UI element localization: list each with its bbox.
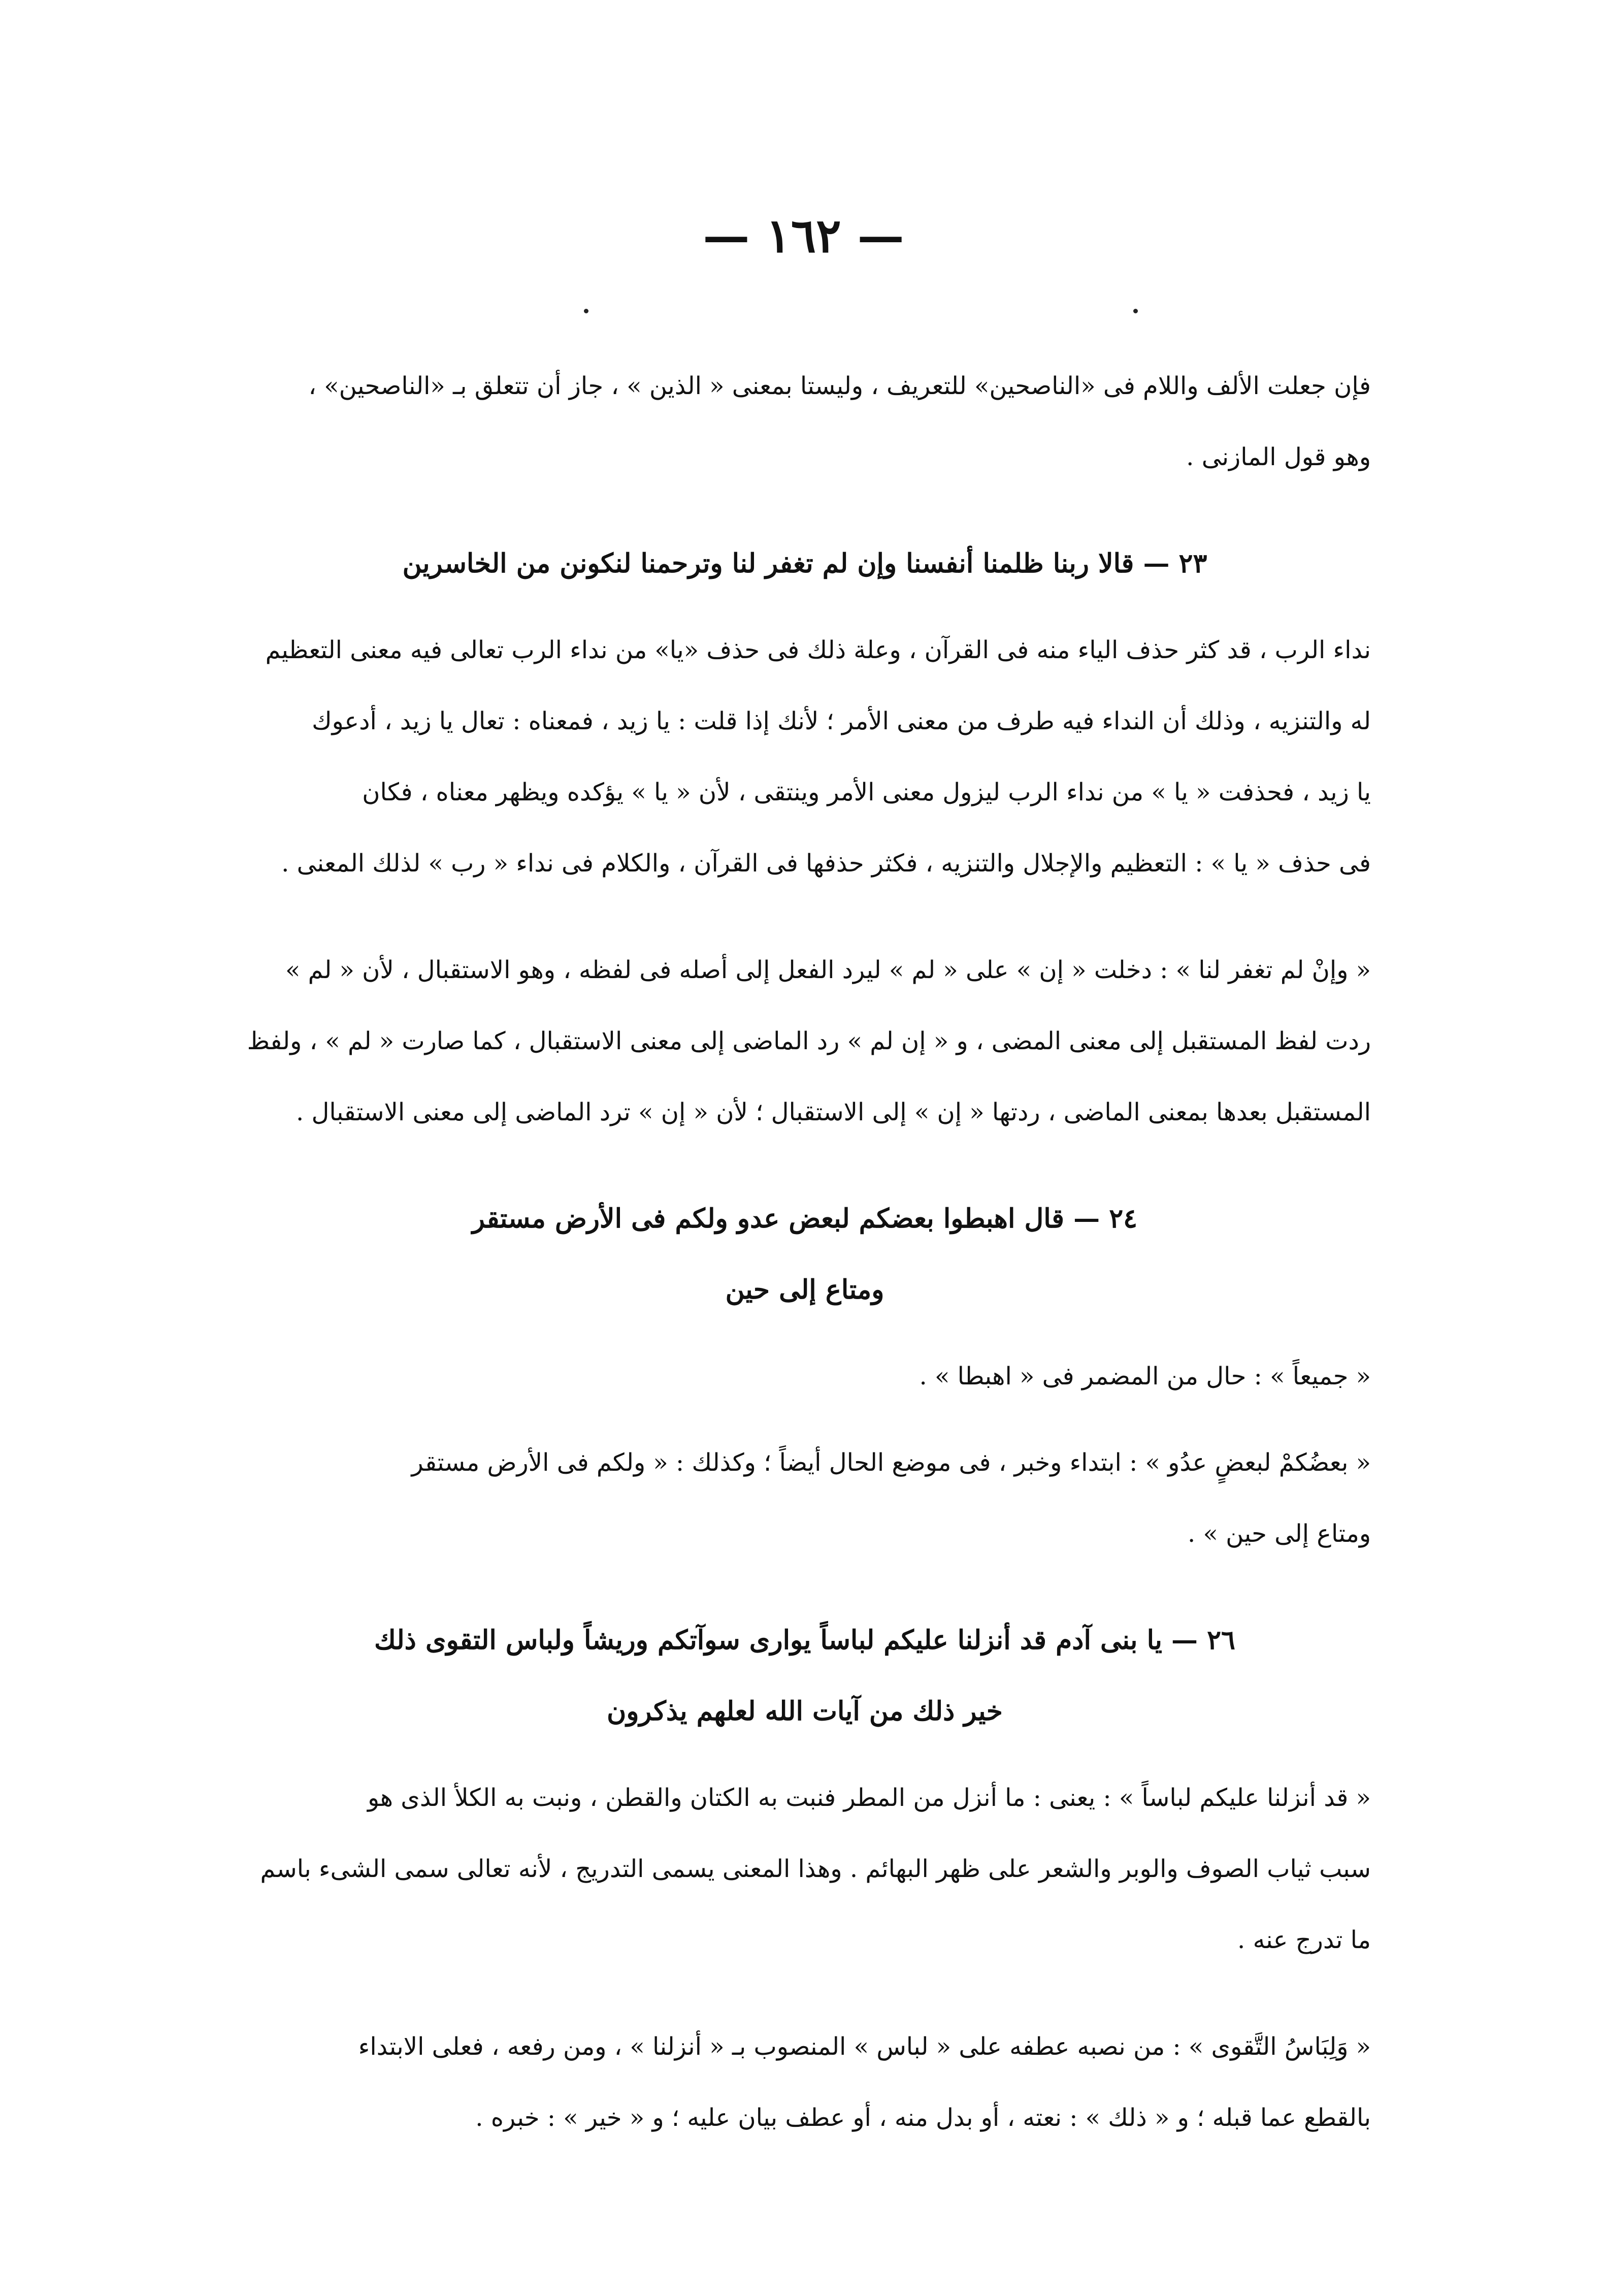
verse-line: خير ذلك من آيات الله لعلهم يذكرون <box>607 1696 1003 1727</box>
paragraph-in-lam <box>239 934 1371 1148</box>
print-speck <box>1133 309 1138 313</box>
verse-26 <box>239 1605 1371 1747</box>
verse-23 <box>239 528 1371 599</box>
print-speck <box>584 309 588 313</box>
verse-line: ومتاع إلى حين <box>725 1274 884 1305</box>
text-line: « قد أنزلنا عليكم لباساً » : يعنى : ما أنزل من المطر فنبت به الكتان والقطن ، ونبت به الكلأ الذى هو <box>367 1784 1371 1812</box>
text-line: « وَلِبَاسُ التَّقوى » : من نصبه عطفه على « لباس » المنصوب بـ « أنزلنا » ، ومن رفعه ، فعلى الابتداء <box>358 2032 1371 2061</box>
text-line: يا زيد ، فحذفت « يا » من نداء الرب ليزول معنى الأمر وينتقى ، لأن « يا » يؤكده ويظهر معناه ، فكان <box>362 778 1371 806</box>
verse-line: ٢٣ — قالا ربنا ظلمنا أنفسنا وإن لم تغفر لنا وترحمنا لنكونن من الخاسرين <box>402 548 1207 579</box>
verse-line: ٢٤ — قال اهبطوا بعضكم لبعض عدو ولكم فى الأرض مستقر <box>472 1203 1138 1234</box>
text-line: سبب ثياب الصوف والوبر والشعر على ظهر البهائم . وهذا المعنى يسمى التدريج ، لأنه تعالى سمى الشىء باسم <box>260 1855 1371 1883</box>
verse-24 <box>239 1183 1371 1325</box>
page-body <box>239 350 1371 2153</box>
text-line: المستقبل بعدها بمعنى الماضى ، ردتها « إن » إلى الاستقبال ؛ لأن « إن » ترد الماضى إلى معنى الاستقبال . <box>296 1098 1371 1126</box>
text-line: ردت لفظ المستقبل إلى معنى المضى ، و « إن لم » رد الماضى إلى معنى الاستقبال ، كما صارت « لم » ، ولفظ <box>247 1027 1371 1055</box>
text-line: بالقطع عما قبله ؛ و « ذلك » : نعته ، أو بدل منه ، أو عطف بيان عليه ؛ و « خير » : خبره . <box>475 2104 1371 2132</box>
paragraph-jamee <box>239 1341 1371 1412</box>
text-line: نداء الرب ، قد كثر حذف الياء منه فى القرآن ، وعلة ذلك فى حذف «يا» من نداء الرب تعالى فيه معنى التعظيم <box>265 636 1371 664</box>
paragraph-naasiheen <box>239 350 1371 493</box>
text-line: ما تدرج عنه . <box>1237 1926 1371 1954</box>
text-line: فإن جعلت الألف واللام فى «الناصحين» للتعريف ، وليستا بمعنى « الذين » ، جاز أن تتعلق بـ «الناصحين» ، <box>308 372 1371 400</box>
verse-line: ٢٦ — يا بنى آدم قد أنزلنا عليكم لباساً يوارى سوآتكم وريشاً ولباس التقوى ذلك <box>374 1625 1235 1656</box>
text-line: ومتاع إلى حين » . <box>1188 1519 1371 1548</box>
text-line: « بعضُكمْ لبعضٍ عدُو » : ابتداء وخبر ، فى موضع الحال أيضاً ؛ وكذلك : « ولكم فى الأرض مستقر <box>411 1448 1371 1477</box>
page-number: — ١٦٢ — <box>703 208 904 263</box>
text-line: له والتنزيه ، وذلك أن النداء فيه طرف من معنى الأمر ؛ لأنك إذا قلت : يا زيد ، فمعناه : تعال يا زيد ، أدعوك <box>312 707 1371 735</box>
text-line: « وإنْ لم تغفر لنا » : دخلت « إن » على « لم » ليرد الفعل إلى أصله فى لفظه ، وهو الاستقبال ، لأن « لم » <box>285 956 1371 984</box>
paragraph-badukum <box>239 1427 1371 1569</box>
text-line: « جميعاً » : حال من المضمر فى « اهبطا » . <box>919 1362 1371 1390</box>
text-line: فى حذف « يا » : التعظيم والإجلال والتنزيه ، فكثر حذفها فى القرآن ، والكلام فى نداء « رب » لذلك المعنى . <box>281 849 1371 878</box>
paragraph-libas <box>239 1762 1371 1976</box>
paragraph-libas-taqwa <box>239 2011 1371 2153</box>
paragraph-nidaa-rabb <box>239 615 1371 899</box>
text-line: وهو قول المازنى . <box>1186 443 1371 471</box>
